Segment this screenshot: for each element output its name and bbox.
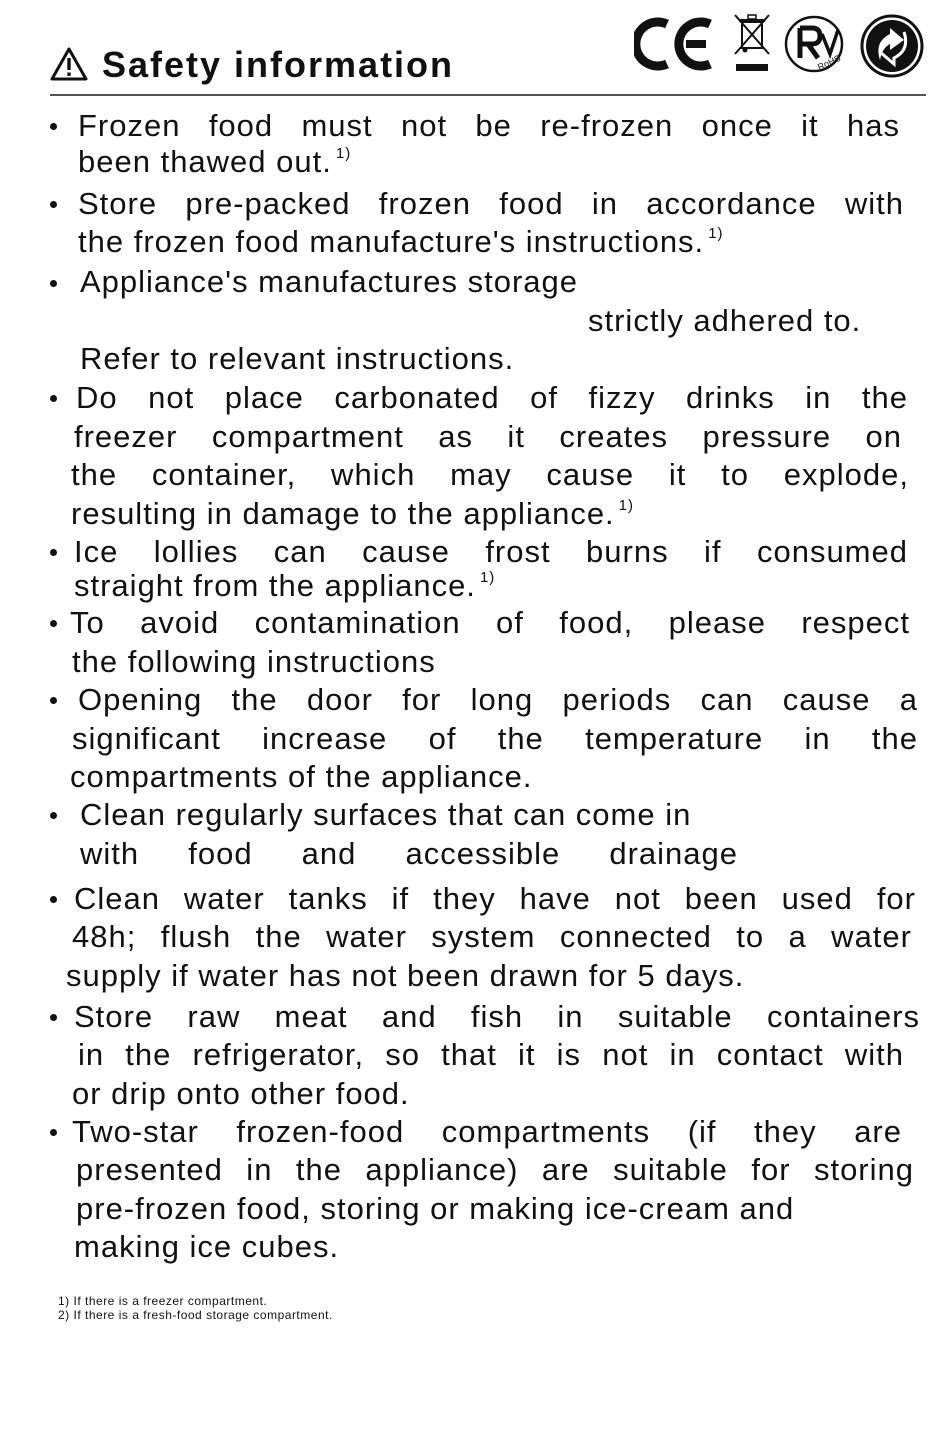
ce-mark-icon [634, 16, 714, 72]
list-item-line: strictly adhered to. [588, 303, 862, 338]
bullet-icon [50, 1129, 60, 1139]
weee-crossed-bin-icon [732, 12, 772, 74]
bullet-icon [50, 280, 60, 290]
list-item-line: Two-star frozen-food compartments (if they are [72, 1114, 902, 1149]
bullet-icon [50, 812, 60, 822]
list-item-line: Appliance's manufactures storage [80, 264, 579, 299]
list-item-line: pre-frozen food, storing or making ice-cream and [76, 1191, 795, 1226]
list-item-line: straight from the appliance. $^{1)}$ [74, 568, 496, 603]
list-item-line: with food and accessible drainage [80, 836, 738, 871]
list-item-line: been thawed out. $^{1)}$ [78, 144, 352, 179]
list-item-line: Ice lollies can cause frost burns if consumed [74, 534, 908, 569]
list-item-line: resulting in damage to the appliance. $^{1)}$ [71, 496, 635, 531]
footnote-2: 2) If there is a fresh-food storage compartment. [58, 1308, 333, 1322]
list-item-line: making ice cubes. [74, 1229, 340, 1264]
list-item-line: Opening the door for long periods can cause a [78, 682, 918, 717]
list-item-line: the container, which may cause it to explode, [71, 457, 909, 492]
list-item-line: Clean water tanks if they have not been used for [74, 881, 916, 916]
footnotes [58, 1294, 333, 1322]
green-dot-icon [860, 14, 924, 78]
svg-text:RoHS: RoHS [816, 52, 843, 73]
section-header [50, 40, 470, 88]
bullet-icon [50, 123, 60, 133]
bullet-icon [50, 201, 60, 211]
list-item-line: Frozen food must not be re-frozen once it has [78, 108, 900, 143]
rohs-mark-icon [784, 14, 846, 74]
list-item-line: To avoid contamination of food, please respect [70, 605, 910, 640]
list-item-line: presented in the appliance) are suitable for storing [76, 1152, 914, 1187]
list-item-line: freezer compartment as it creates pressure on [74, 419, 902, 454]
list-item-line: Refer to relevant instructions. [80, 341, 515, 376]
list-item-line: the following instructions [72, 644, 436, 679]
footnote-1: 1) If there is a freezer compartment. [58, 1294, 268, 1308]
list-item-line: or drip onto other food. [72, 1076, 410, 1111]
bullet-icon [50, 896, 60, 906]
list-item-line: 48h; flush the water system connected to a water [72, 919, 912, 954]
header-divider [50, 94, 926, 96]
list-item-line: compartments of the appliance. [70, 759, 533, 794]
bullet-icon [50, 697, 60, 707]
bullet-icon [50, 1014, 60, 1024]
list-item-line: Do not place carbonated of fizzy drinks in the [76, 380, 908, 415]
list-item-line: in the refrigerator, so that it is not in contact with [78, 1037, 904, 1072]
warning-triangle-icon [50, 46, 88, 82]
certification-marks [634, 12, 926, 80]
page-title: Safety information [102, 44, 455, 85]
list-item-line: Store pre-packed frozen food in accordance with [78, 186, 904, 221]
list-item-line: supply if water has not been drawn for 5 days. [66, 958, 745, 993]
bullet-icon [50, 549, 60, 559]
list-item-line: significant increase of the temperature in the [72, 721, 918, 756]
bullet-icon [50, 620, 60, 630]
list-item-line: Clean regularly surfaces that can come in [80, 797, 692, 832]
bullet-icon [50, 395, 60, 405]
list-item-line: the frozen food manufacture's instructions. $^{1)}$ [78, 224, 724, 259]
list-item-line: Store raw meat and fish in suitable containers [74, 999, 920, 1034]
